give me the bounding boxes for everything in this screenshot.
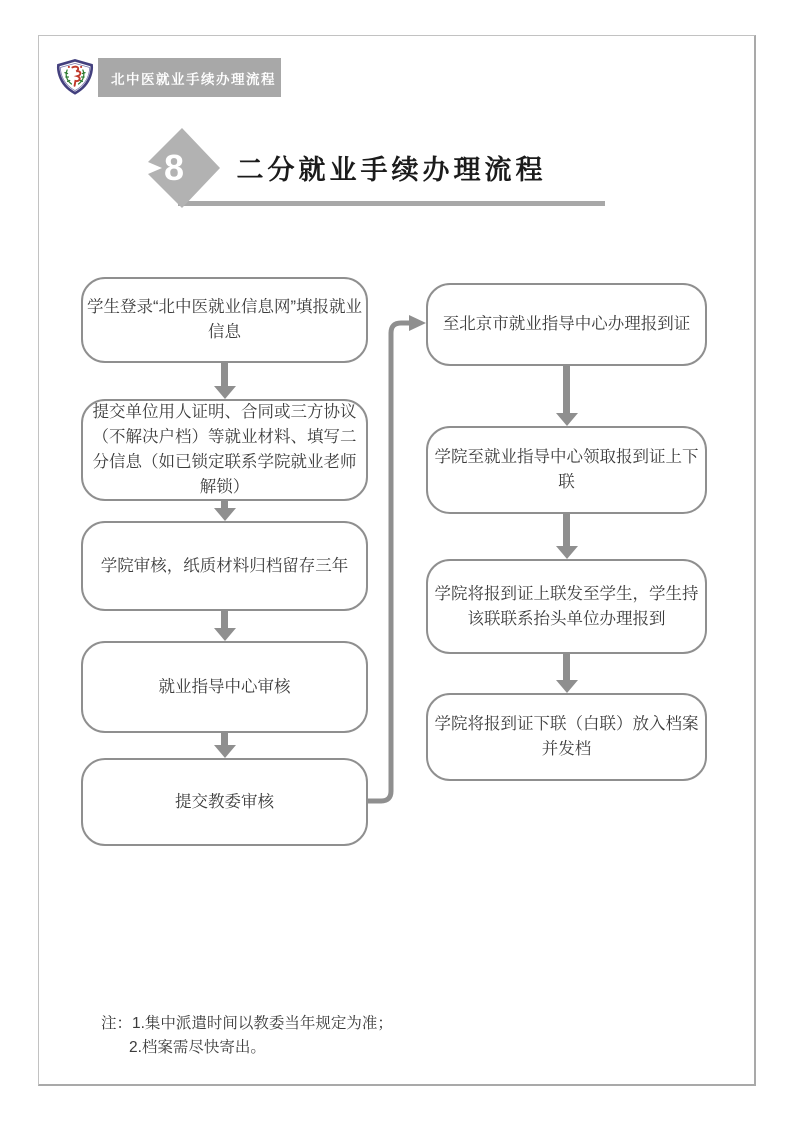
arrow-down-icon [555, 366, 578, 426]
arrow-down-icon [213, 733, 236, 758]
arrow-down-icon [213, 611, 236, 641]
arrow-down-icon [555, 654, 578, 693]
flow-node [81, 641, 368, 733]
section-number-diamond [141, 126, 223, 210]
flow-node [426, 559, 707, 654]
flow-node [81, 399, 368, 501]
flow-node-label: 学生登录“北中医就业信息网”填报就业信息 [87, 298, 362, 341]
arrow-down-icon [213, 363, 236, 399]
flow-node-label: 学院将报到证上联发至学生，学生持该联联系抬头单位办理报到 [434, 584, 699, 628]
bucm-shield-logo-icon [51, 55, 98, 99]
flow-node-label: 学院审核，纸质材料归档留存三年 [100, 556, 349, 575]
flow-node [81, 521, 368, 611]
flow-node-label: 提交教委审核 [175, 792, 274, 811]
section-number: 8 [163, 147, 185, 188]
section-title: 二分就业手续办理流程 [236, 155, 547, 185]
title-underline [178, 201, 605, 206]
flow-node-label: 学院至就业指导中心领取报到证上下联 [434, 448, 699, 491]
note-line: 2.档案需尽快寄出。 [129, 1039, 266, 1056]
flow-node-label: 提交单位用人证明、合同或三方协议（不解决户档）等就业材料、填写二分信息（如已锁定联系学院就业老师解锁） [92, 403, 357, 496]
flow-node-label: 就业指导中心审核 [158, 677, 291, 696]
flow-node-label: 至北京市就业指导中心办理报到证 [442, 315, 691, 333]
arrow-down-icon [213, 501, 236, 521]
banner-title: 北中医就业手续办理流程 [111, 71, 276, 87]
flow-node [426, 693, 707, 781]
shield-icon [54, 57, 96, 97]
flow-node [81, 277, 368, 363]
footnotes [101, 1012, 393, 1060]
flow-node-label: 学院将报到证下联（白联）放入档案并发档 [434, 715, 699, 758]
flow-node [426, 283, 707, 366]
arrow-right-icon [409, 315, 426, 331]
note-line: 注：1.集中派遣时间以教委当年规定为准； [101, 1015, 393, 1032]
flow-node [81, 758, 368, 846]
page-border [38, 35, 756, 1086]
arrow-down-icon [555, 514, 578, 559]
flow-node [426, 426, 707, 514]
